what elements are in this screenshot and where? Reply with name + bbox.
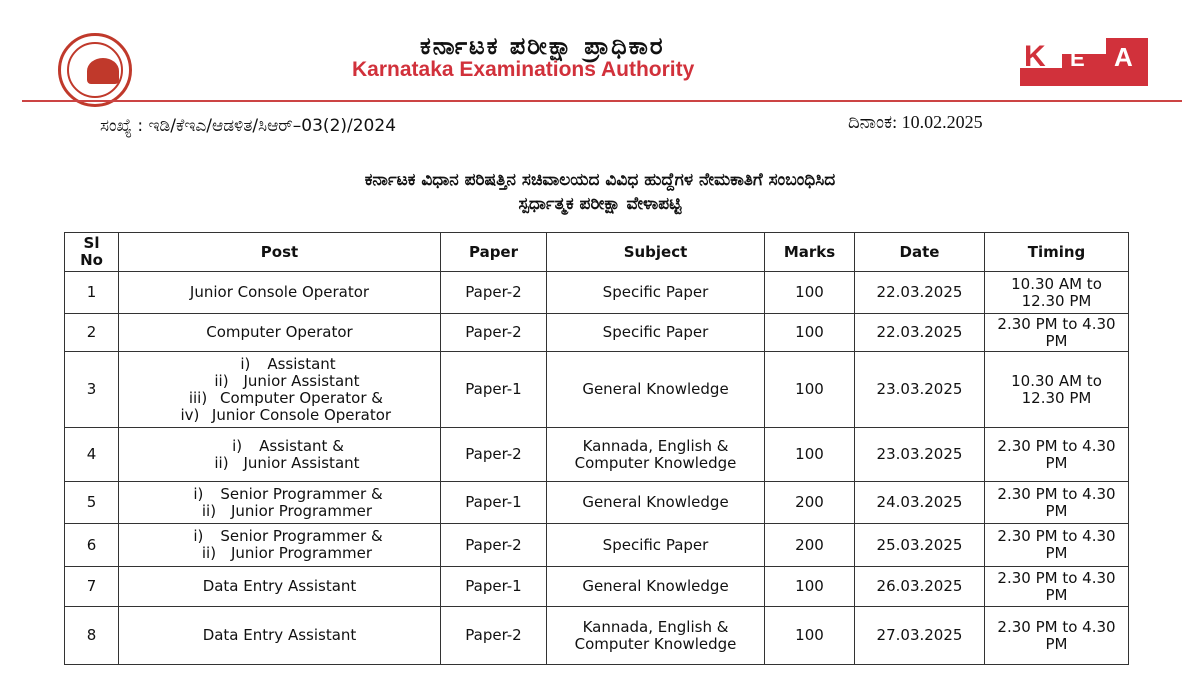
cell-sl: 7 [65, 567, 119, 607]
cell-paper: Paper-2 [441, 272, 547, 314]
cell-timing: 2.30 PM to 4.30 PM [985, 428, 1129, 482]
cell-sl: 2 [65, 314, 119, 352]
post-item: iii) Computer Operator & [188, 388, 383, 407]
cell-timing: 10.30 AM to 12.30 PM [985, 272, 1129, 314]
cell-marks: 100 [765, 272, 855, 314]
cell-timing: 2.30 PM to 4.30 PM [985, 524, 1129, 567]
cell-timing: 2.30 PM to 4.30 PM [985, 314, 1129, 352]
cell-subject: General Knowledge [547, 482, 765, 524]
post-item: iv) Junior Console Operator [180, 405, 392, 424]
kea-seal-emblem [58, 33, 132, 107]
table-row [65, 482, 1129, 524]
cell-date: 25.03.2025 [855, 524, 985, 567]
cell-post-list [119, 482, 441, 524]
cell-timing: 2.30 PM to 4.30 PM [985, 567, 1129, 607]
cell-paper: Paper-2 [441, 524, 547, 567]
table-row [65, 352, 1129, 428]
cell-subject: General Knowledge [547, 567, 765, 607]
cell-date: 22.03.2025 [855, 272, 985, 314]
cell-post: Computer Operator [119, 314, 441, 352]
cell-paper: Paper-1 [441, 567, 547, 607]
cell-subject: Specific Paper [547, 272, 765, 314]
cell-post: Data Entry Assistant [119, 607, 441, 665]
document-date: ದಿನಾಂಕ: 10.02.2025 [848, 112, 983, 132]
exam-schedule-table [64, 232, 1129, 665]
cell-date: 26.03.2025 [855, 567, 985, 607]
cell-post-list [119, 524, 441, 567]
schedule-title-line2: ಸ್ಪರ್ಧಾತ್ಮಕ ಪರೀಕ್ಷಾ ವೇಳಾಪಟ್ಟಿ [518, 194, 682, 214]
cell-date: 23.03.2025 [855, 352, 985, 428]
cell-timing: 2.30 PM to 4.30 PM [985, 607, 1129, 665]
table-row [65, 314, 1129, 352]
cell-post-list [119, 428, 441, 482]
col-timing: Timing [985, 233, 1129, 272]
cell-paper: Paper-2 [441, 607, 547, 665]
table-row [65, 428, 1129, 482]
post-item: ii) Junior Programmer [201, 501, 372, 520]
col-subject: Subject [547, 233, 765, 272]
cell-paper: Paper-1 [441, 482, 547, 524]
cell-post: Data Entry Assistant [119, 567, 441, 607]
header-divider [22, 100, 1182, 102]
cell-subject: Specific Paper [547, 314, 765, 352]
logo-letter-e: E [1070, 46, 1085, 71]
reference-number: ಸಂಖ್ಯೆ : ಇಡಿ/ಕೆಇಎ/ಆಡಳಿತ/ಸಿಆರ್–03(2)/2024 [100, 116, 397, 136]
kea-logo [1020, 30, 1148, 86]
cell-date: 24.03.2025 [855, 482, 985, 524]
cell-marks: 100 [765, 352, 855, 428]
col-marks: Marks [765, 233, 855, 272]
cell-paper: Paper-2 [441, 428, 547, 482]
cell-marks: 100 [765, 607, 855, 665]
cell-subject: Kannada, English & Computer Knowledge [547, 428, 765, 482]
cell-subject: General Knowledge [547, 352, 765, 428]
cell-sl: 3 [65, 352, 119, 428]
cell-marks: 100 [765, 567, 855, 607]
post-item: i) Assistant [240, 354, 336, 373]
cell-timing: 2.30 PM to 4.30 PM [985, 482, 1129, 524]
table-row [65, 607, 1129, 665]
cell-paper: Paper-1 [441, 352, 547, 428]
cell-subject: Kannada, English & Computer Knowledge [547, 607, 765, 665]
logo-letter-a: A [1114, 42, 1133, 72]
post-item: i) Senior Programmer & [193, 527, 383, 545]
cell-sl: 1 [65, 272, 119, 314]
post-item: ii) Junior Assistant [214, 371, 360, 390]
table-header-row [65, 233, 1129, 272]
org-name-english: Karnataka Examinations Authority [352, 58, 695, 81]
table-row [65, 272, 1129, 314]
table-row [65, 524, 1129, 567]
cell-date: 27.03.2025 [855, 607, 985, 665]
cell-marks: 200 [765, 524, 855, 567]
cell-marks: 200 [765, 482, 855, 524]
col-post: Post [119, 233, 441, 272]
cell-sl: 6 [65, 524, 119, 567]
state-emblem-icon [87, 58, 119, 84]
post-item: i) Senior Programmer & [193, 484, 383, 503]
seal-inner-ring [67, 42, 123, 98]
table-row [65, 567, 1129, 607]
cell-marks: 100 [765, 314, 855, 352]
post-item: i) Assistant & [232, 436, 344, 455]
cell-sl: 4 [65, 428, 119, 482]
logo-letter-k: K [1024, 40, 1046, 73]
col-paper: Paper [441, 233, 547, 272]
cell-post: Junior Console Operator [119, 272, 441, 314]
cell-post-list [119, 352, 441, 428]
cell-timing: 10.30 AM to 12.30 PM [985, 352, 1129, 428]
cell-subject: Specific Paper [547, 524, 765, 567]
schedule-title-line1: ಕರ್ನಾಟಕ ವಿಧಾನ ಪರಿಷತ್ತಿನ ಸಚಿವಾಲಯದ ವಿವಿಧ ಹುದ್ದೆಗಳ ನೇಮಕಾತಿಗೆ ಸಂಬಂಧಿಸಿದ [364, 170, 836, 190]
col-sl-no: Sl No [65, 233, 119, 272]
col-date: Date [855, 233, 985, 272]
cell-date: 23.03.2025 [855, 428, 985, 482]
cell-paper: Paper-2 [441, 314, 547, 352]
post-item: ii) Junior Assistant [214, 453, 360, 472]
cell-marks: 100 [765, 428, 855, 482]
cell-date: 22.03.2025 [855, 314, 985, 352]
post-item: ii) Junior Programmer [201, 544, 372, 562]
cell-sl: 8 [65, 607, 119, 665]
org-name-kannada: ಕರ್ನಾಟಕ ಪರೀಕ್ಷಾ ಪ್ರಾಧಿಕಾರ [420, 32, 665, 60]
cell-sl: 5 [65, 482, 119, 524]
